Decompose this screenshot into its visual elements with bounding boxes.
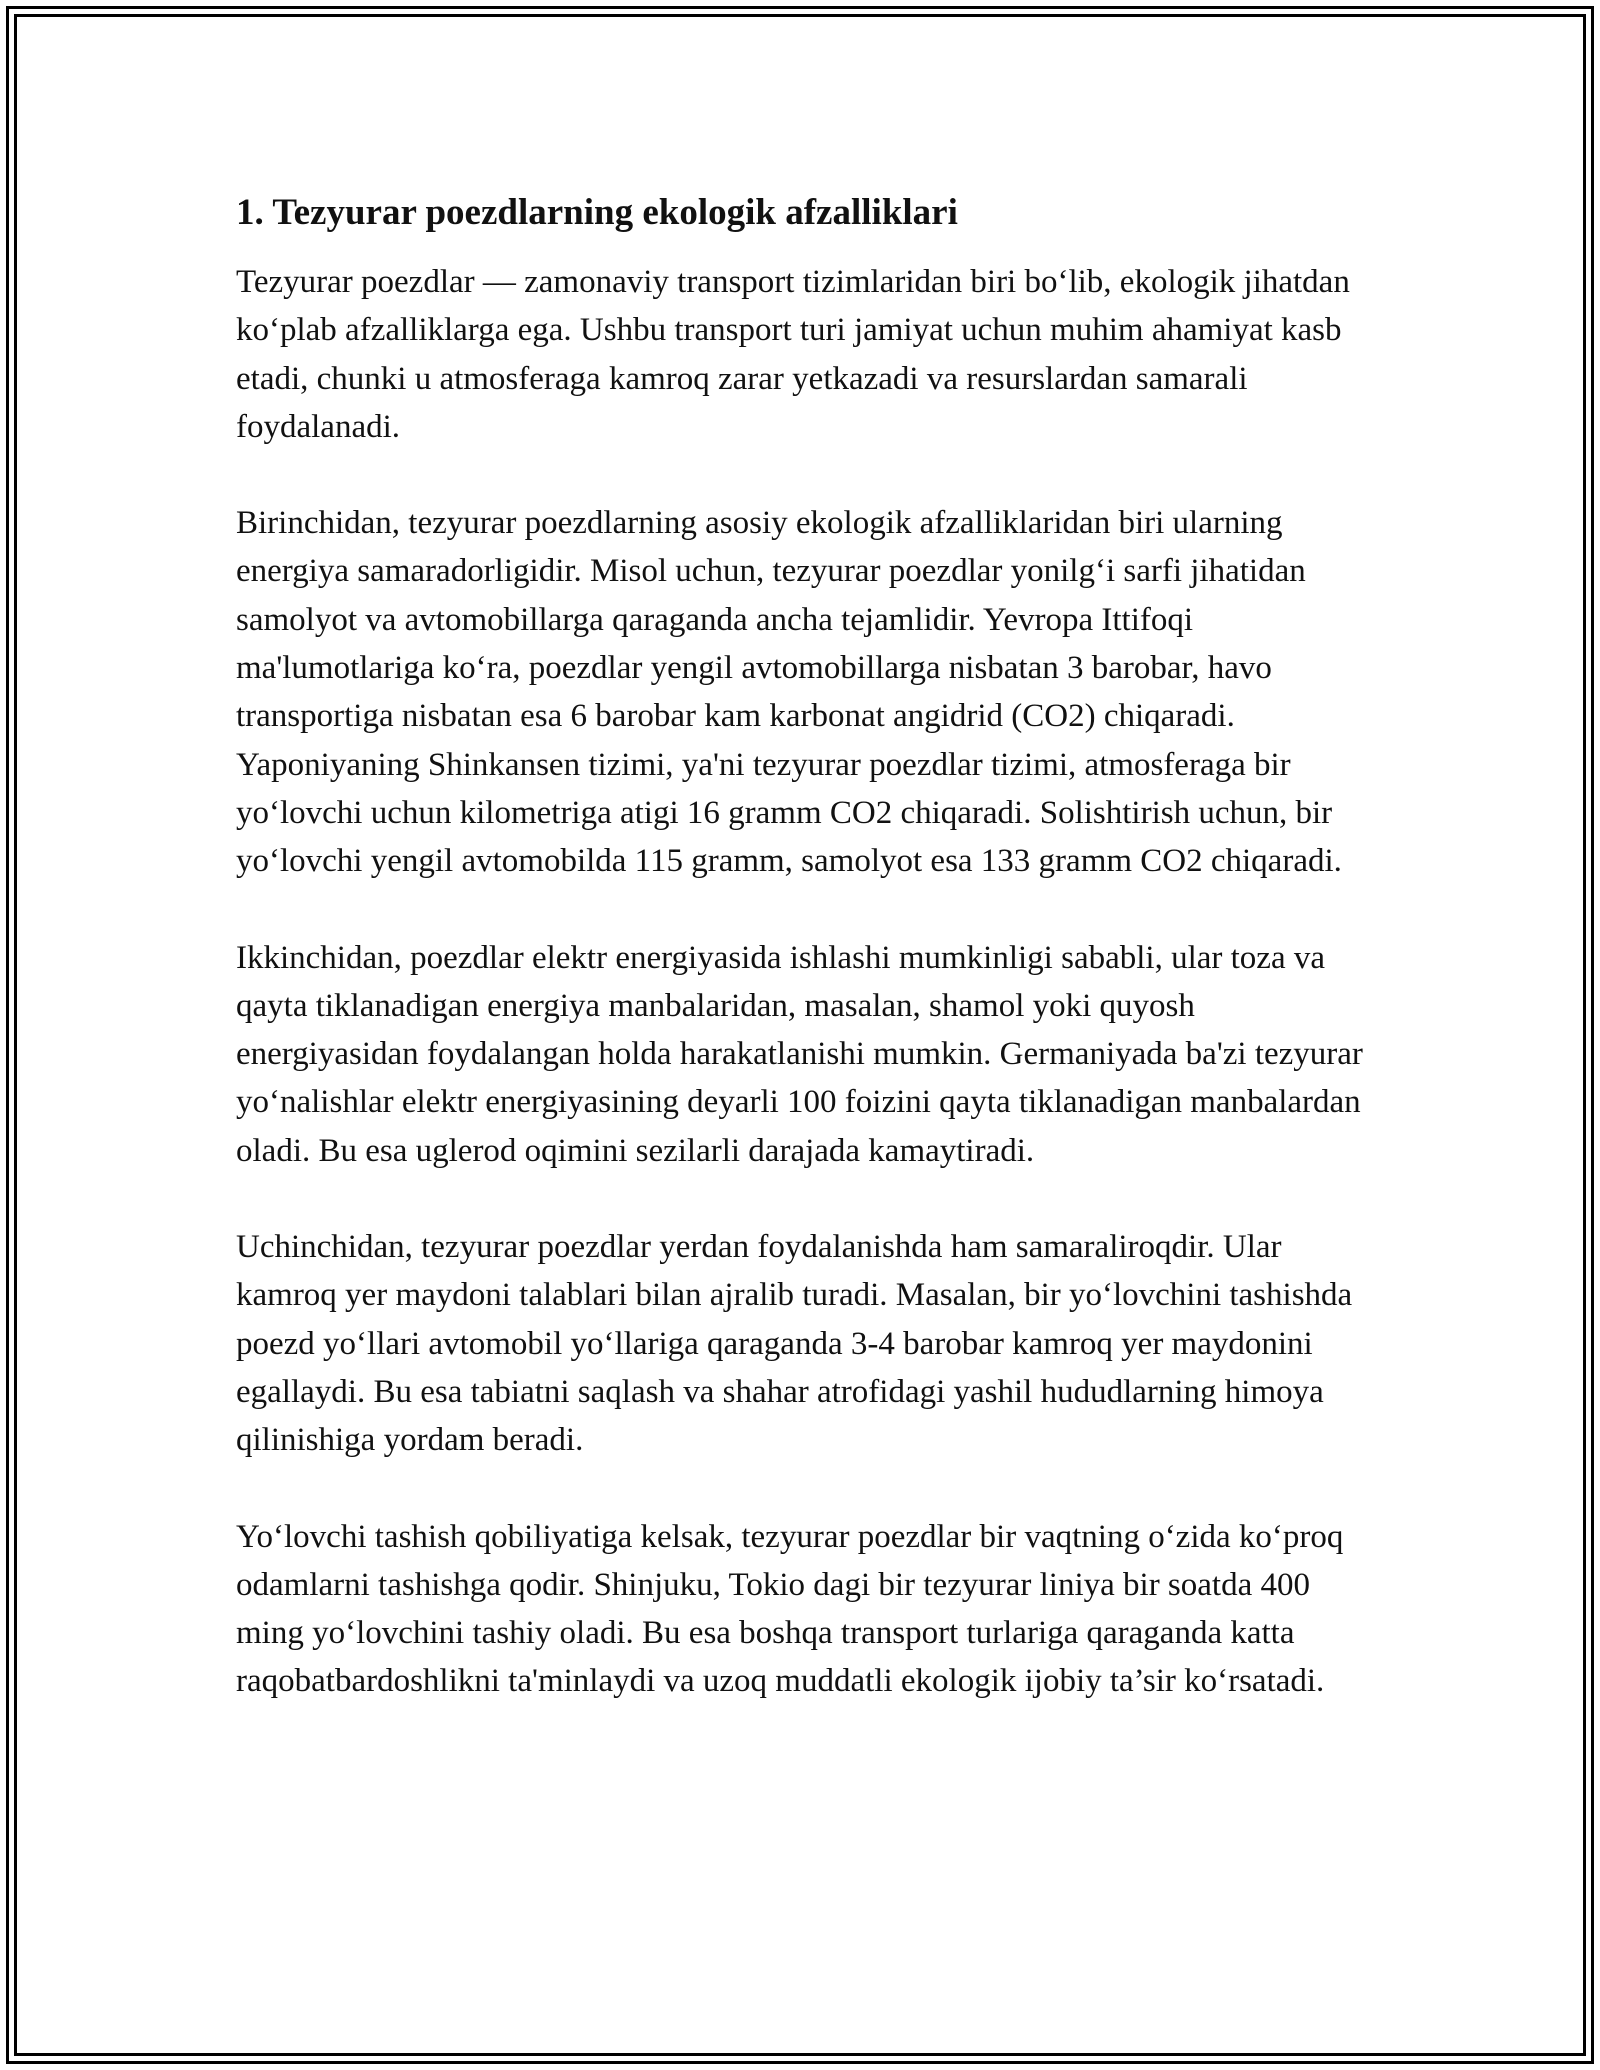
paragraph-energy-efficiency: Birinchidan, tezyurar poezdlarning asosiy ekologik afzalliklaridan biri ularning energiya samaradorligidir. Misol uchun, tezyurar poezdlar yonilg‘i sarfi jihatidan samolyot va avtomobillarga qaraganda ancha tejamlidir. Yevropa Ittifoqi ma'lumotlariga ko‘ra, poezdlar yengil avtomobillarga nisbatan 3 barobar, havo transportiga nisbatan esa 6 barobar kam karbonat angidrid (CO2) chiqaradi. Yaponiyaning Shinkansen tizimi, ya'ni tezyurar poezdlar tizimi, atmosferaga bir yo‘lovchi uchun kilometriga atigi 16 gramm CO2 chiqaradi. Solishtirish uchun, bir yo‘lovchi yengil avtomobilda 115 gramm, samolyot esa 133 gramm CO2 chiqaradi. (236, 505, 1342, 880)
paragraph-land-use: Uchinchidan, tezyurar poezdlar yerdan foydalanishda ham samaraliroqdir. Ular kamroq yer maydoni talablari bilan ajralib turadi. Masalan, bir yo‘lovchini tashishda poezd yo‘llari avtomobil yo‘llariga qaraganda 3-4 barobar kamroq yer maydonini egallaydi. Bu esa tabiatni saqlash va shahar atrofidagi yashil hududlarning himoya qilinishiga yordam beradi. (236, 1229, 1353, 1459)
paragraph-renewable-energy: Ikkinchidan, poezdlar elektr energiyasida ishlashi mumkinligi sababli, ular toza va qayta tiklanadigan energiya manbalaridan, masalan, shamol yoki quyosh energiyasidan foydalangan holda harakatlanishi mumkin. Germaniyada ba'zi tezyurar yo‘nalishlar elektr energiyasining deyarli 100 foizini qayta tiklanadigan manbalardan oladi. Bu esa uglerod oqimini sezilarli darajada kamaytiradi. (236, 939, 1363, 1169)
paragraph-intro: Tezyurar poezdlar — zamonaviy transport tizimlaridan biri bo‘lib, ekologik jihatdan ko‘plab afzalliklarga ega. Ushbu transport turi jamiyat uchun muhim ahamiyat kasb etadi, chunki u atmosferaga kamroq zarar yetkazadi va resurslardan samarali foydalanadi. (236, 264, 1350, 445)
document-body (236, 186, 1376, 1706)
section-heading: 1. Tezyurar poezdlarning ekologik afzalliklari (236, 192, 958, 233)
paragraph-passenger-capacity: Yo‘lovchi tashish qobiliyatiga kelsak, tezyurar poezdlar bir vaqtning o‘zida ko‘proq odamlarni tashishga qodir. Shinjuku, Tokio dagi bir tezyurar liniya bir soatda 400 ming yo‘lovchini tashiy oladi. Bu esa boshqa transport turlariga qaraganda katta raqobatbardoshlikni ta'minlaydi va uzoq muddatli ekologik ijobiy ta’sir ko‘rsatadi. (236, 1518, 1344, 1700)
